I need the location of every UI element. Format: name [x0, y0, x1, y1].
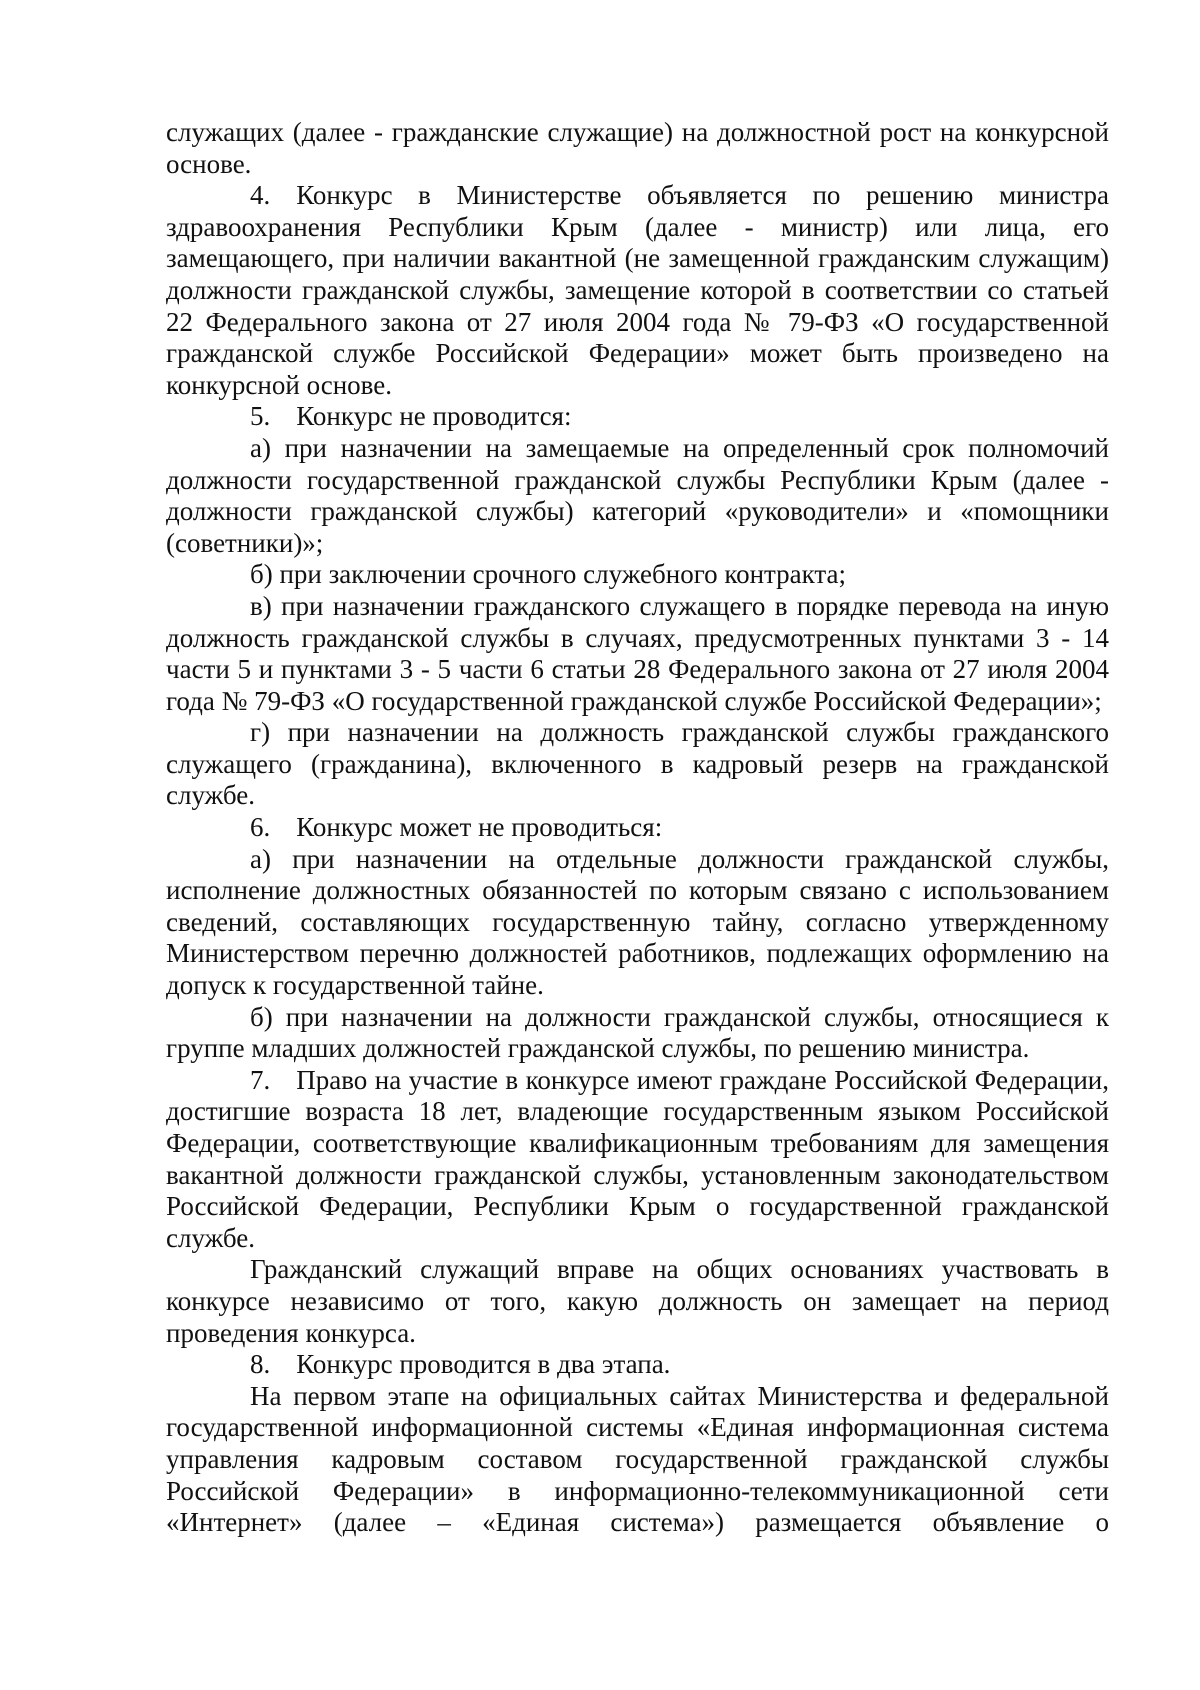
subparagraph-6a — [166, 844, 1109, 1002]
paragraph-text: Конкурс в Министерстве объявляется по решению министра здравоохранения Республики Крым (далее - министр) или лица, его замещающего, при наличии вакантной (не замещенной гражданским служащим) должности гражданской службы, замещение которой в соответствии со статьей 22 Федерального закона от 27 июля 2004 года № 79-ФЗ «О государственной гражданской службе Российской Федерации» может быть произведено на конкурсной основе. — [166, 180, 1109, 400]
paragraph-text: г) при назначении на должность гражданской службы гражданского служащего (гражданина), включенного в кадровый резерв на гражданской службе. — [166, 717, 1109, 811]
item-number: 5. — [250, 401, 271, 432]
item-number: 4. — [250, 180, 271, 211]
paragraph-text: Конкурс проводится в два этапа. — [296, 1349, 671, 1380]
paragraph-8 — [166, 1349, 1109, 1381]
subparagraph-5g — [166, 717, 1109, 812]
paragraph-7 — [166, 1065, 1109, 1255]
paragraph-7-continued — [166, 1254, 1109, 1349]
paragraph-text: Конкурс может не проводиться: — [296, 812, 663, 843]
paragraph-text: служащих (далее - гражданские служащие) на должностной рост на конкурсной основе. — [166, 117, 1109, 179]
paragraph-text: Право на участие в конкурсе имеют граждане Российской Федерации, достигшие возраста 18 лет, владеющие государственным языком Российской Федерации, соответствующие квалификационным требованиям для замещения вакантной должности гражданской службы, установленным законодательством Российской Федерации, Республики Крым о государственной гражданской службе. — [166, 1064, 1109, 1253]
paragraph-text: б) при заключении срочного служебного контракта; — [250, 559, 847, 590]
item-number: 6. — [250, 812, 271, 843]
subparagraph-6b — [166, 1002, 1109, 1065]
paragraph-8-continued — [166, 1381, 1109, 1539]
paragraph-text: а) при назначении на замещаемые на определенный срок полномочий должности государственной гражданской службы Республики Крым (далее - должности гражданской службы) категорий «руководители» и «помощники (советники)»; — [166, 432, 1109, 558]
paragraph-text: б) при назначении на должности гражданской службы, относящиеся к группе младших должностей гражданской службы, по решению министра. — [166, 1001, 1109, 1064]
paragraph-4 — [166, 180, 1109, 401]
paragraph-text: в) при назначении гражданского служащего в порядке перевода на иную должность гражданской службы в случаях, предусмотренных пунктами 3 - 14 части 5 и пунктами 3 - 5 части 6 статьи 28 Федерального закона от 27 июля 2004 года № 79-ФЗ «О государственной гражданской службе Российской Федерации»; — [166, 590, 1109, 716]
paragraph-text: Конкурс не проводится: — [296, 401, 572, 432]
subparagraph-5b — [166, 559, 1109, 591]
paragraph-6 — [166, 812, 1109, 844]
item-number: 8. — [250, 1349, 271, 1380]
subparagraph-5v — [166, 591, 1109, 717]
subparagraph-5a — [166, 433, 1109, 559]
paragraph-5 — [166, 401, 1109, 433]
item-number: 7. — [250, 1064, 271, 1095]
paragraph-text: а) при назначении на отдельные должности гражданской службы, исполнение должностных обязанностей по которым связано с использованием сведений, составляющих государственную тайну, согласно утвержденному Министерством перечню должностей работников, подлежащих оформлению на допуск к государственной тайне. — [166, 843, 1109, 1001]
document-page — [166, 117, 1109, 1539]
paragraph-text: Гражданский служащий вправе на общих основаниях участвовать в конкурсе независимо от того, какую должность он замещает на период проведения конкурса. — [166, 1254, 1109, 1348]
paragraph-text: На первом этапе на официальных сайтах Министерства и федеральной государственной информационной системы «Единая информационная система управления кадровым составом государственной гражданской службы Российской Федерации» в информационно-телекоммуникационной сети «Интернет» (далее – «Единая система») размещается объявление о — [166, 1380, 1109, 1538]
paragraph-continuation — [166, 117, 1109, 180]
